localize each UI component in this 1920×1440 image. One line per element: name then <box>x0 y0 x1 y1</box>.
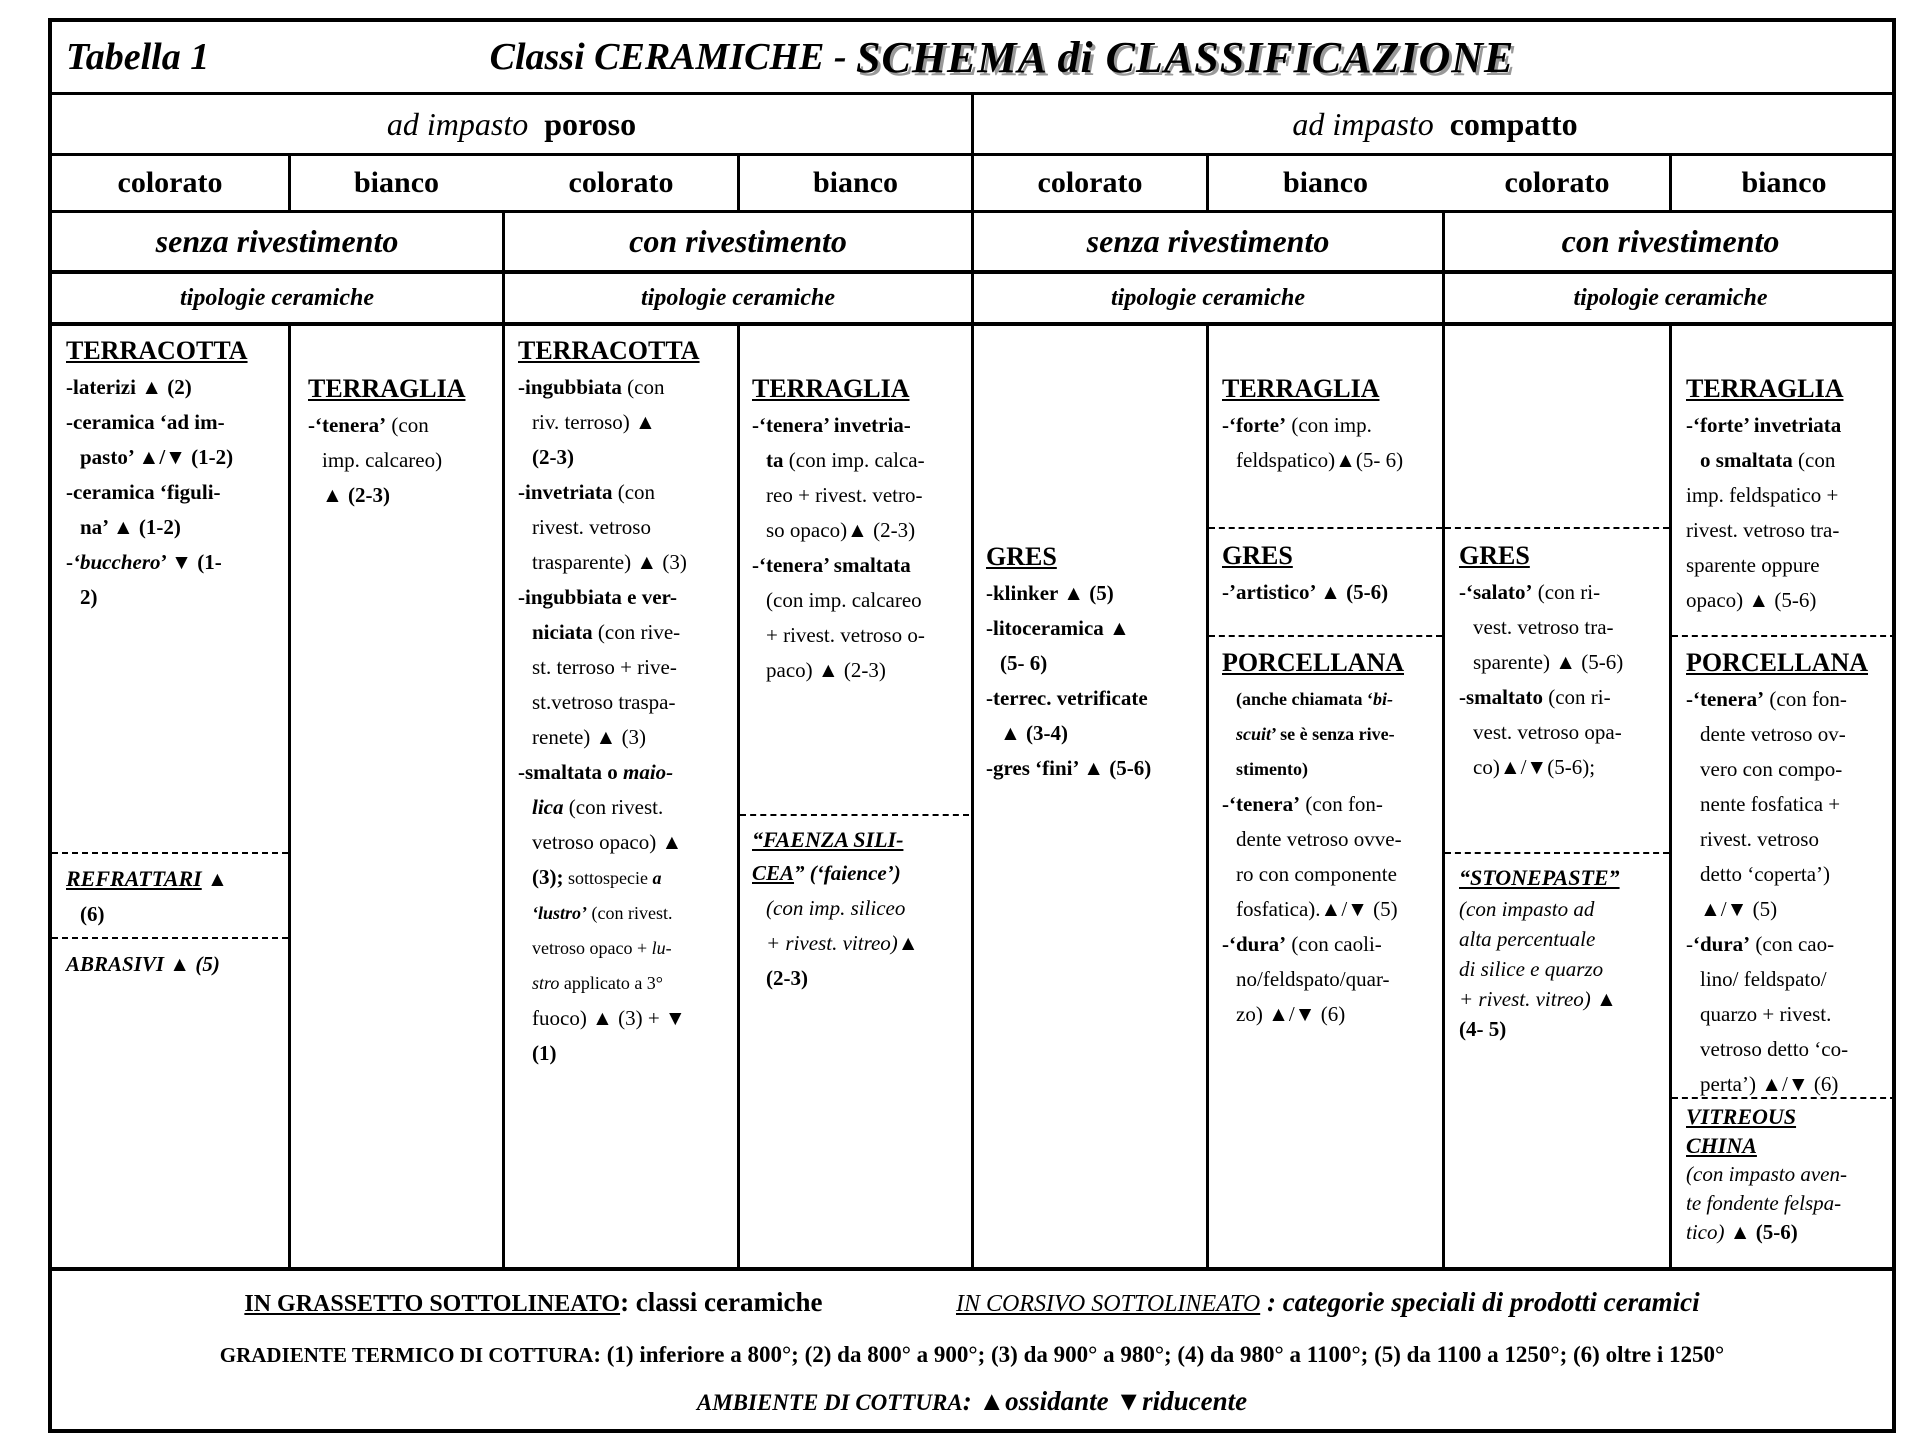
col-divider <box>1442 210 1445 1269</box>
special-heading: “STONEPASTE” <box>1459 865 1620 890</box>
text-part: applicato a 3° <box>559 973 664 993</box>
type-line: rivest. vetroso <box>1700 827 1819 851</box>
type-line: (2-3) <box>532 445 574 469</box>
type-line: fuoco) ▲ (3) + ▼ <box>532 1006 686 1030</box>
gradient-text: : (1) inferiore a 800°; (2) da 800° a 900°; (3) da 900° a 980°; (4) da 980° a 1100°; (5) da 1100 a 1250°; (6) oltre i 1250° <box>593 1342 1725 1367</box>
type-line: no/feldspato/quar- <box>1236 967 1390 991</box>
impasto-label: ad impasto <box>1292 105 1434 142</box>
text-part: (con cao- <box>1750 932 1835 956</box>
type-line <box>308 408 498 443</box>
type-line: -ceramica ‘figuli- <box>66 480 221 504</box>
dashed-divider <box>52 852 288 854</box>
text-part: ‘lustro’ <box>532 903 588 923</box>
impasto-value: poroso <box>544 105 637 142</box>
type-line: (1) <box>532 1041 557 1065</box>
table-label-text: Tabella 1 <box>66 36 210 78</box>
dashed-divider <box>1445 527 1669 529</box>
type-line: + rivest. vitreo) ▲ <box>1459 987 1617 1011</box>
col8-terraglia <box>1686 370 1894 618</box>
type-line: -‘tenera’ invetria- <box>752 413 911 437</box>
type-line: (5- 6) <box>1000 651 1048 675</box>
type-line <box>518 966 736 1001</box>
type-line: zo) ▲/▼ (6) <box>1236 1002 1346 1026</box>
col-divider <box>737 324 740 1269</box>
text-part: (con ri- <box>1532 580 1601 604</box>
text-part: -smaltato <box>1459 685 1543 709</box>
type-line: sparente oppure <box>1686 553 1820 577</box>
type-line: + rivest. vitreo)▲ <box>766 931 919 955</box>
dashed-divider <box>740 814 969 816</box>
type-line: reo + rivest. vetro- <box>766 483 923 507</box>
type-line: lino/ feldspato/ <box>1700 967 1827 991</box>
type-line: alta percentuale <box>1459 927 1596 951</box>
type-line <box>1686 443 1894 478</box>
text-part: stro <box>532 973 560 993</box>
text-part: (con <box>621 375 665 399</box>
type-line <box>518 931 736 966</box>
type-line: -terrec. vetrificate <box>986 686 1148 710</box>
text-part: - <box>66 550 73 574</box>
type-line <box>518 615 736 650</box>
legend-bold-text: : classi ceramiche <box>620 1287 823 1317</box>
type-line <box>518 755 736 790</box>
impasto-compatto <box>974 95 1896 153</box>
type-line: opaco) ▲ (5-6) <box>1686 588 1817 612</box>
text-part: (anche chiamata ‘ <box>1236 689 1373 709</box>
col8-porcellana <box>1686 644 1894 1102</box>
text-part: (con <box>1792 448 1836 472</box>
type-line: -ceramica ‘ad im- <box>66 410 225 434</box>
class-heading: TERRAGLIA <box>308 374 466 403</box>
text-part: ‘bucchero <box>73 550 161 574</box>
col6-terraglia <box>1222 370 1440 478</box>
text-part: (con <box>612 480 656 504</box>
text-part: (3); <box>532 865 564 889</box>
type-line <box>1686 682 1894 717</box>
text-part: a <box>652 868 662 888</box>
type-line <box>518 370 736 405</box>
text-part: (con imp. calca- <box>783 448 925 472</box>
text-part: -‘dura’ <box>1222 932 1287 956</box>
type-line: detto ‘coperta’) <box>1700 862 1831 886</box>
text-part: -‘salato’ <box>1459 580 1533 604</box>
col1-abrasivi <box>66 947 286 982</box>
type-line: ro con componente <box>1236 862 1397 886</box>
col4-terraglia <box>752 370 968 688</box>
text-part: ta <box>766 448 784 472</box>
type-line <box>518 860 736 896</box>
type-line: ▲ (3-4) <box>1000 721 1069 745</box>
class-heading: GRES <box>986 542 1057 571</box>
text-part: (con caoli- <box>1286 932 1382 956</box>
type-line: rivest. vetroso tra- <box>1686 518 1840 542</box>
dashed-divider <box>1209 635 1442 637</box>
type-line: (4- 5) <box>1459 1017 1507 1041</box>
classification-table <box>48 18 1896 1433</box>
legend-bold-label: IN GRASSETTO SOTTOLINEATO <box>244 1291 621 1317</box>
type-line: co)▲/▼(5-6); <box>1473 755 1596 779</box>
type-line: -klinker ▲ (5) <box>986 581 1114 605</box>
title-prefix: Classi CERAMICHE - <box>489 36 847 78</box>
text-part: (con rivest. <box>563 795 664 819</box>
text-part: -‘forte’ <box>1222 413 1287 437</box>
type-line: -‘forte’ invetriata <box>1686 413 1842 437</box>
special-heading: “FAENZA SILI- <box>752 827 904 852</box>
impasto-value: compatto <box>1449 105 1578 142</box>
text-part: (con fon- <box>1764 687 1847 711</box>
col4-faenza <box>752 824 968 996</box>
types-header: tipologie ceramiche <box>1573 284 1768 311</box>
type-line: ▲/▼ (5) <box>1700 897 1778 921</box>
type-line: riv. terroso) ▲ <box>532 410 656 434</box>
type-line: -laterizi ▲ (2) <box>66 375 192 399</box>
type-line: di silice e quarzo <box>1459 957 1604 981</box>
ambient-text: : ▲ossidante ▼riducente <box>962 1386 1248 1416</box>
type-line: -’artistico’ ▲ (5-6) <box>1222 580 1389 604</box>
type-line: trasparente) ▲ (3) <box>532 550 687 574</box>
types-header: tipologie ceramiche <box>180 284 374 311</box>
color-header: bianco <box>812 166 899 199</box>
special-heading: CHINA <box>1686 1133 1757 1158</box>
text-part: lu- <box>651 938 672 958</box>
class-heading: PORCELLANA <box>1686 648 1869 677</box>
col2-terraglia <box>308 370 498 513</box>
color-header: colorato <box>1504 166 1610 199</box>
special-heading: ABRASIVI ▲ (5) <box>66 952 220 976</box>
text-part: ▲ <box>201 867 228 891</box>
coating-header: senza rivestimento <box>155 223 399 259</box>
text-part: -smaltata o <box>518 760 623 784</box>
color-header: colorato <box>1037 166 1143 199</box>
text-part: ” (‘faience’) <box>794 861 901 885</box>
col1-terracotta <box>66 332 286 615</box>
text-part: -invetriata <box>518 480 613 504</box>
text-part: sottospecie <box>563 868 653 888</box>
type-line: vetroso detto ‘co- <box>1700 1037 1849 1061</box>
text-part: ’ se è senza rive- <box>1271 724 1395 744</box>
type-line: st. terroso + rive- <box>532 655 677 679</box>
type-line <box>1222 408 1440 443</box>
type-line <box>1222 787 1440 822</box>
text-part: -ingubbiata <box>518 375 622 399</box>
type-line: te fondente felspa- <box>1686 1191 1842 1215</box>
ambient-line <box>52 1386 1892 1417</box>
type-line: dente vetroso ovve- <box>1236 827 1402 851</box>
type-line <box>1459 680 1667 715</box>
class-heading: TERRACOTTA <box>518 336 700 365</box>
class-heading: GRES <box>1222 541 1293 570</box>
col6-gres <box>1222 537 1440 610</box>
type-line: fosfatica).▲/▼ (5) <box>1236 897 1398 921</box>
type-line: vero con compo- <box>1700 757 1843 781</box>
special-heading: VITREOUS <box>1686 1104 1797 1129</box>
type-line <box>1222 717 1440 752</box>
type-line: -‘tenera’ smaltata <box>752 553 911 577</box>
type-line <box>66 545 286 580</box>
type-line <box>1686 1218 1894 1247</box>
type-line: (con impasto ad <box>1459 897 1595 921</box>
type-line: ▲ (2-3) <box>322 483 391 507</box>
col5-gres <box>986 538 1204 786</box>
text-part: (con imp. <box>1286 413 1372 437</box>
type-line: (6) <box>80 902 105 926</box>
text-part: -‘tenera’ <box>1686 687 1765 711</box>
class-heading: TERRAGLIA <box>1222 374 1380 403</box>
color-header: colorato <box>117 166 223 199</box>
text-part: -‘tenera’ <box>1222 792 1301 816</box>
col1-refrattari <box>66 862 286 932</box>
dashed-divider <box>52 937 288 939</box>
legend-line <box>52 1287 1892 1318</box>
col-divider <box>288 324 291 1269</box>
type-line: imp. feldspatico + <box>1686 483 1839 507</box>
type-line: (con impasto aven- <box>1686 1162 1847 1186</box>
col8-vitreous-china <box>1686 1102 1894 1247</box>
text-part: o smaltata <box>1700 448 1793 472</box>
type-line <box>1459 575 1667 610</box>
type-line: vest. vetroso opa- <box>1473 720 1622 744</box>
impasto-poroso <box>52 95 971 153</box>
gradient-line <box>52 1342 1892 1368</box>
gradient-label: GRADIENTE TERMICO DI COTTURA <box>219 1343 594 1367</box>
text-part: -‘tenera’ <box>308 413 387 437</box>
type-line <box>1222 927 1440 962</box>
type-line <box>1222 682 1440 717</box>
color-header: bianco <box>1282 166 1369 199</box>
color-header: bianco <box>1741 166 1827 199</box>
type-line: na’ ▲ (1-2) <box>80 515 181 539</box>
class-heading: TERRACOTTA <box>66 336 248 365</box>
type-line: -gres ‘fini’ ▲ (5-6) <box>986 756 1152 780</box>
type-line <box>518 790 736 825</box>
type-line: (2-3) <box>766 966 808 990</box>
special-heading <box>752 856 968 891</box>
text-part: lica <box>532 795 564 819</box>
text-part: scuit <box>1236 724 1272 744</box>
text-part: (con <box>386 413 429 437</box>
type-line: renete) ▲ (3) <box>532 725 647 749</box>
type-line: (con imp. siliceo <box>766 896 906 920</box>
type-line: dente vetroso ov- <box>1700 722 1846 746</box>
dashed-divider <box>1672 635 1896 637</box>
text-part: tico) <box>1686 1220 1725 1244</box>
ambient-label: AMBIENTE DI COTTURA <box>696 1390 963 1415</box>
type-line: feldspatico)▲(5- 6) <box>1236 448 1404 472</box>
legend-italic-text: : categorie speciali di prodotti ceramici <box>1260 1287 1700 1317</box>
type-line: rivest. vetroso <box>532 515 651 539</box>
color-header: colorato <box>568 166 674 199</box>
dashed-divider <box>1209 527 1442 529</box>
type-line: (con imp. calcareo <box>766 588 922 612</box>
type-line <box>518 475 736 510</box>
coating-header: con rivestimento <box>629 223 847 259</box>
class-heading: TERRAGLIA <box>1686 374 1844 403</box>
types-header: tipologie ceramiche <box>641 284 835 311</box>
col-divider <box>502 210 505 1269</box>
text-part: (con ri- <box>1542 685 1611 709</box>
type-line: perta’) ▲/▼ (6) <box>1700 1072 1839 1096</box>
text-part: ’ ▼ (1- <box>160 550 222 574</box>
col-divider <box>1206 324 1209 1269</box>
type-line <box>1686 927 1894 962</box>
col3-terracotta <box>518 332 736 1071</box>
col6-porcellana <box>1222 644 1440 1032</box>
type-line: st.vetroso traspa- <box>532 690 676 714</box>
table-label <box>66 22 209 92</box>
type-line: pasto’ ▲/▼ (1-2) <box>80 445 234 469</box>
legend-italic-label: IN CORSIVO SOTTOLINEATO <box>955 1291 1261 1317</box>
coating-header: senza rivestimento <box>1086 223 1330 259</box>
text-part: CEA <box>752 861 795 885</box>
text-part: ▲ (5-6) <box>1724 1220 1798 1244</box>
text-part: ‘dura’ <box>1693 932 1751 956</box>
col7-stonepaste <box>1459 862 1667 1044</box>
types-header: tipologie ceramiche <box>1111 284 1305 311</box>
class-heading: PORCELLANA <box>1222 648 1405 677</box>
class-heading: TERRAGLIA <box>752 374 910 403</box>
coating-header: con rivestimento <box>1561 223 1780 259</box>
col-divider <box>1669 324 1672 1269</box>
title-main: SCHEMA di CLASSIFICAZIONE <box>856 32 1515 82</box>
text-part: (con fon- <box>1300 792 1383 816</box>
color-header: bianco <box>353 166 440 199</box>
type-line: so opaco)▲ (2-3) <box>766 518 916 542</box>
type-line: sparente) ▲ (5-6) <box>1473 650 1624 674</box>
text-part: bi- <box>1372 689 1393 709</box>
type-line <box>518 896 736 931</box>
page-title <box>352 22 1652 92</box>
type-line: imp. calcareo) <box>322 448 443 472</box>
class-heading: GRES <box>1459 541 1530 570</box>
type-line: 2) <box>80 585 98 609</box>
text-part: maio- <box>622 760 674 784</box>
type-line: vest. vetroso tra- <box>1473 615 1614 639</box>
type-line: stimento) <box>1236 759 1308 779</box>
text-part: - <box>1686 932 1693 956</box>
text-part: (con rivest. <box>587 903 673 923</box>
impasto-label: ad impasto <box>386 105 529 142</box>
type-line: vetroso opaco) ▲ <box>532 830 683 854</box>
special-heading: REFRATTARI <box>66 866 202 891</box>
text-part: (con rive- <box>592 620 681 644</box>
type-line: + rivest. vetroso o- <box>766 623 925 647</box>
type-line: -ingubbiata e ver- <box>518 585 678 609</box>
type-line: -litoceramica ▲ <box>986 616 1130 640</box>
text-part: vetroso opaco + <box>532 938 652 958</box>
type-line: nente fosfatica + <box>1700 792 1841 816</box>
type-line: paco) ▲ (2-3) <box>766 658 886 682</box>
dashed-divider <box>1445 852 1669 854</box>
type-line <box>752 443 968 478</box>
col7-gres <box>1459 537 1667 785</box>
type-line: quarzo + rivest. <box>1700 1002 1832 1026</box>
text-part: niciata <box>532 620 593 644</box>
